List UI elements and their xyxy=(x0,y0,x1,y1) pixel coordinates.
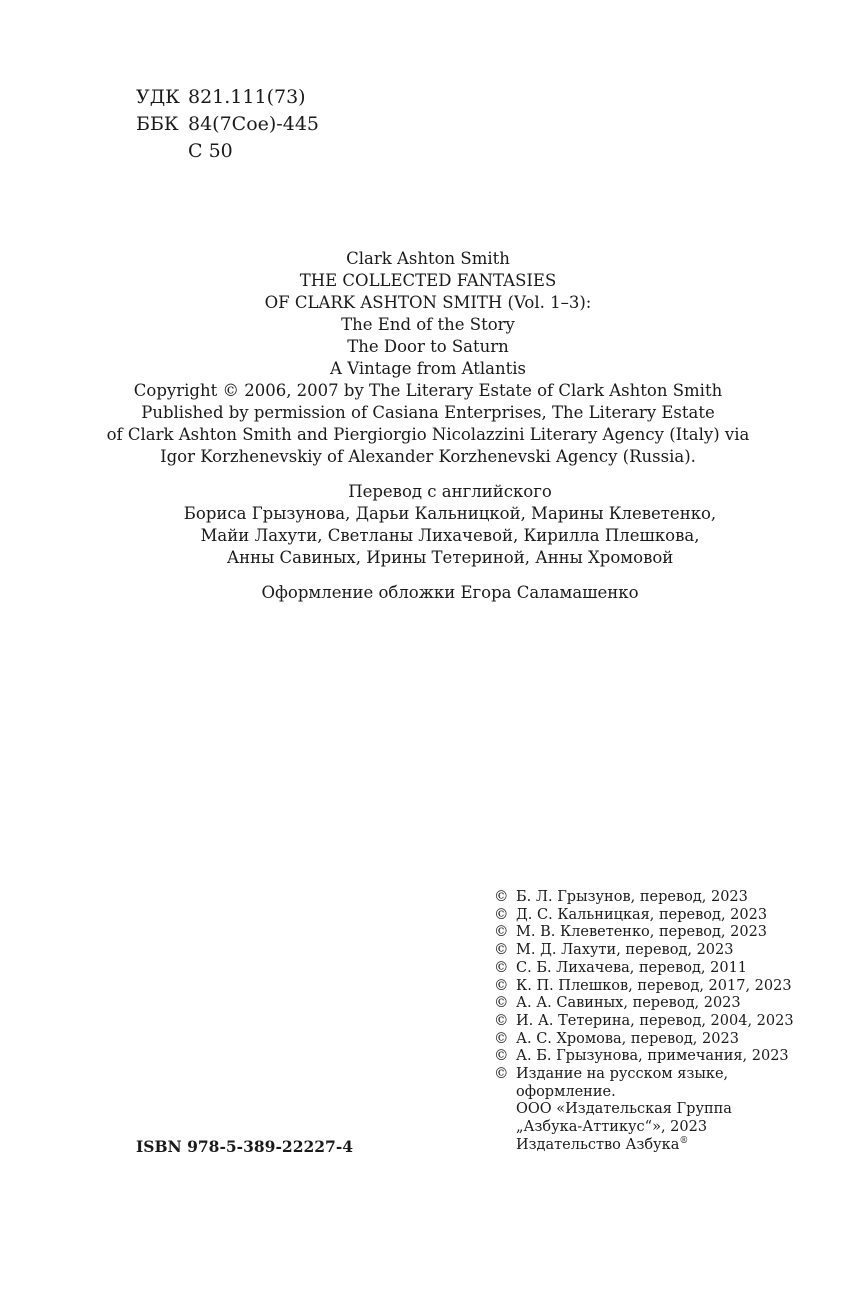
publisher-line: ООО «Издательская Группа xyxy=(516,1101,732,1118)
copyright-symbol: © xyxy=(494,1048,509,1065)
copyright-symbol: © xyxy=(494,995,509,1012)
copyright-entry: © К. П. Плешков, перевод, 2017, 2023 xyxy=(494,977,792,994)
copyright-entry: © Д. С. Кальницкая, перевод, 2023 xyxy=(494,906,768,923)
copyright-entry: © А. А. Савиных, перевод, 2023 xyxy=(494,995,741,1012)
author-mark: С 50 xyxy=(188,140,233,162)
copyright-symbol: © xyxy=(494,906,509,923)
copyright-notices xyxy=(494,889,794,1155)
copyright-symbol: © xyxy=(494,977,509,994)
copyright-symbol: © xyxy=(494,889,509,905)
copyright-symbol: © xyxy=(494,1030,509,1047)
copyright-symbol: © xyxy=(494,1066,509,1083)
cover-design-credit: Оформление обложки Егора Саламашенко xyxy=(261,583,639,602)
copyright-entry: © И. А. Тетерина, перевод, 2004, 2023 xyxy=(494,1012,794,1029)
copyright-symbol: © xyxy=(494,924,509,941)
udk-label: УДК xyxy=(136,86,180,108)
copyright-entry: © А. С. Хромова, перевод, 2023 xyxy=(494,1030,739,1047)
translation-line: Бориса Грызунова, Дарьи Кальницкой, Марины Клеветенко, xyxy=(183,504,717,523)
udk-value: 821.111(73) xyxy=(188,86,306,108)
copyright-entry: © Б. Л. Грызунов, перевод, 2023 xyxy=(494,889,748,905)
rights-line: of Clark Ashton Smith and Piergiorgio Nicolazzini Literary Agency (Italy) via xyxy=(106,425,750,444)
author-mark-row xyxy=(136,138,319,165)
original-edition-block xyxy=(0,248,856,468)
volume-title: The End of the Story xyxy=(341,315,515,334)
publisher-line: „Азбука-Аттикус“», 2023 xyxy=(516,1119,708,1136)
original-title-line-1: THE COLLECTED FANTASIES xyxy=(299,271,557,290)
edition-copyright: © Издание на русском языке, xyxy=(494,1066,729,1083)
udk-row xyxy=(136,84,319,111)
copyright-entry: © С. Б. Лихачева, перевод, 2011 xyxy=(494,959,748,976)
bbk-value: 84(7Сое)-445 xyxy=(188,113,319,135)
rights-line: Copyright © 2006, 2007 by The Literary Estate of Clark Ashton Smith xyxy=(133,381,723,400)
volume-title: The Door to Saturn xyxy=(347,337,509,356)
copyright-symbol: © xyxy=(494,959,509,976)
translators-block xyxy=(0,481,856,569)
volume-title: A Vintage from Atlantis xyxy=(330,359,526,378)
edition-line: оформление. xyxy=(516,1083,616,1100)
publisher-imprint: Издательство Азбука® xyxy=(516,1136,689,1153)
translation-line: Майи Лахути, Светланы Лихачевой, Кирилла Плешкова, xyxy=(200,526,700,545)
bbk-label: ББК xyxy=(136,113,179,135)
copyright-symbol: © xyxy=(494,1012,509,1029)
bbk-row xyxy=(136,111,319,138)
original-title-line-2: OF CLARK ASHTON SMITH (Vol. 1–3): xyxy=(264,293,592,312)
copyright-entry: © А. Б. Грызунова, примечания, 2023 xyxy=(494,1048,789,1065)
original-author: Clark Ashton Smith xyxy=(346,249,510,268)
library-classification xyxy=(136,84,319,165)
copyright-entry: © М. В. Клеветенко, перевод, 2023 xyxy=(494,924,768,941)
isbn: ISBN 978-5-389-22227-4 xyxy=(136,1137,354,1156)
rights-line: Igor Korzhenevskiy of Alexander Korzhenevski Agency (Russia). xyxy=(160,447,696,466)
translation-line: Анны Савиных, Ирины Тетериной, Анны Хромовой xyxy=(226,548,674,567)
registered-trademark: ® xyxy=(679,1136,689,1147)
copyright-entry: © М. Д. Лахути, перевод, 2023 xyxy=(494,942,734,959)
translation-line: Перевод с английского xyxy=(348,482,552,501)
copyright-symbol: © xyxy=(494,942,509,959)
rights-line: Published by permission of Casiana Enterprises, The Literary Estate xyxy=(141,403,715,422)
